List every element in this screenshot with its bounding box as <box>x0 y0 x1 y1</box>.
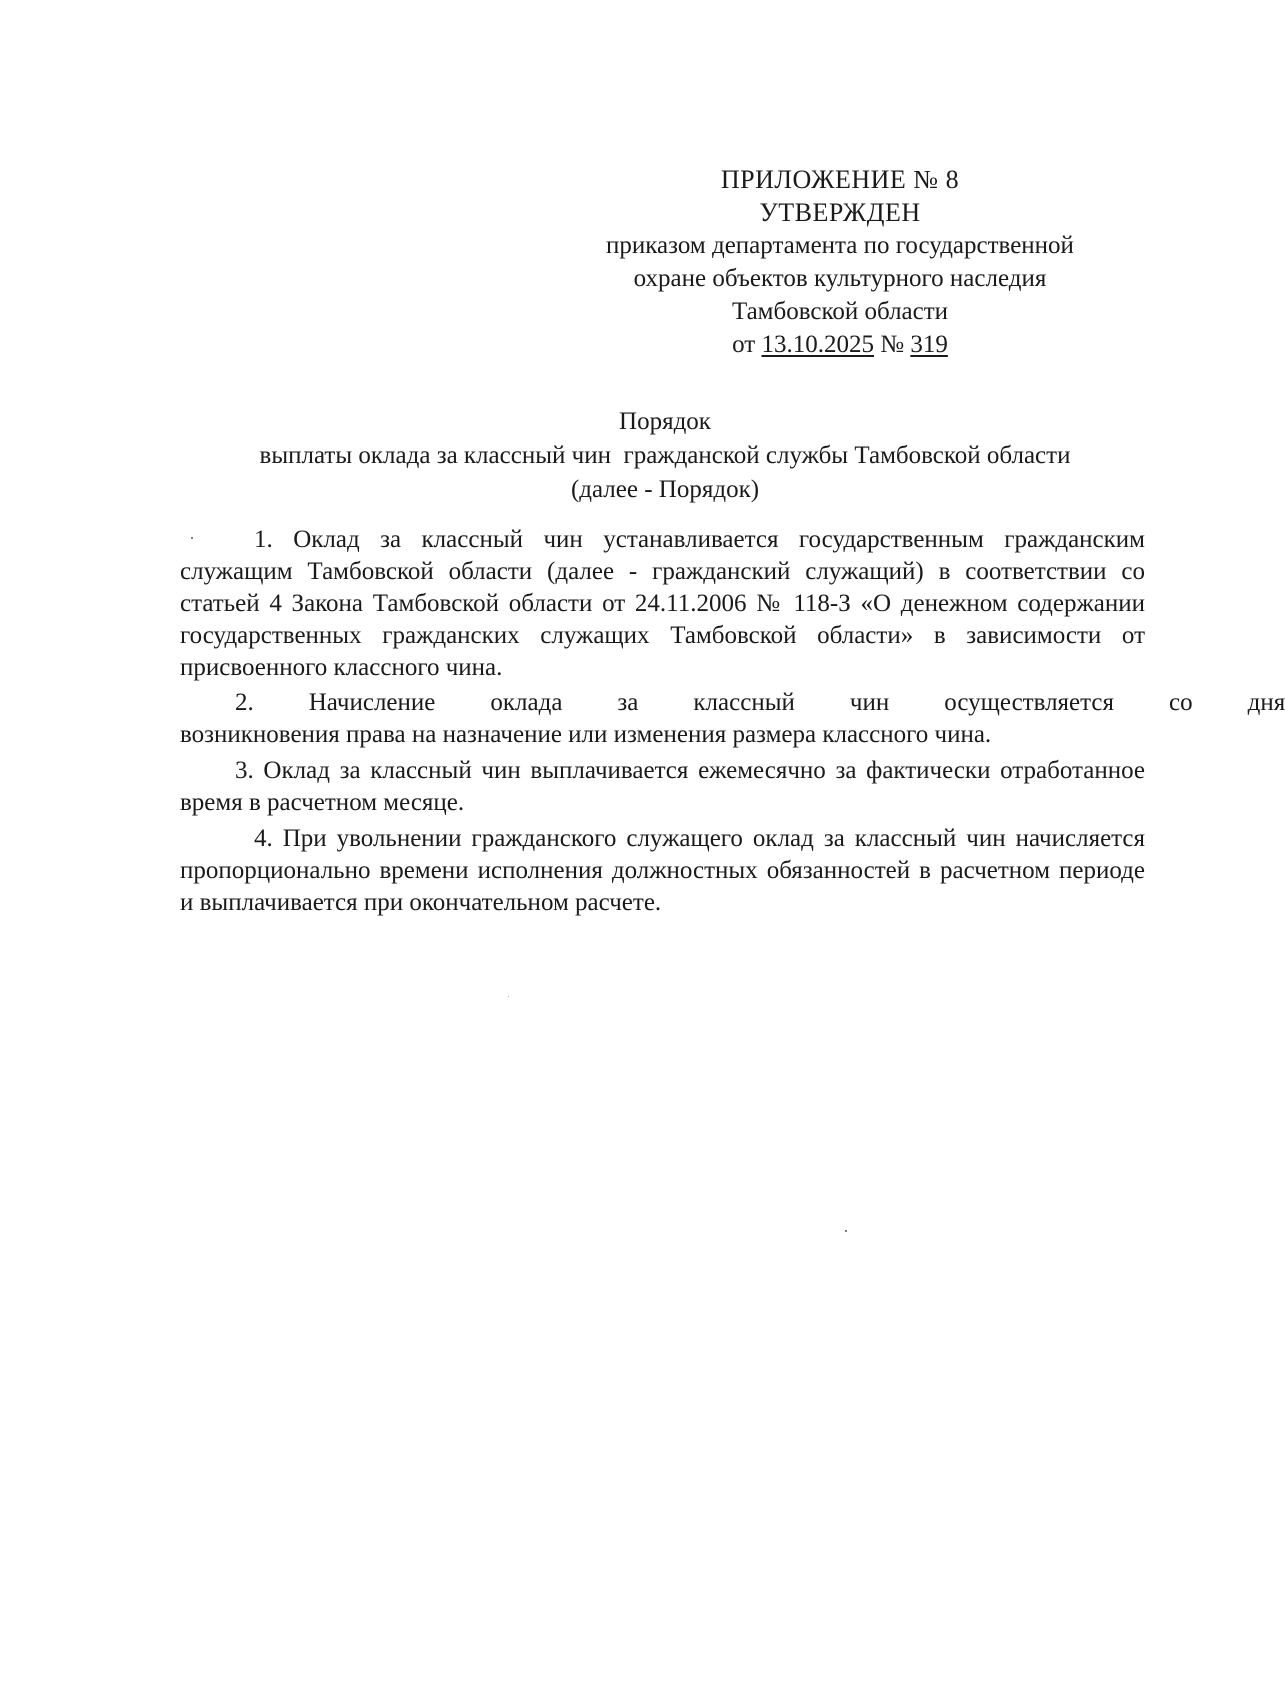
order-date: 13.10.2025 <box>761 331 874 358</box>
p2-word: 2. <box>235 689 254 716</box>
paragraph-2-first-line <box>180 687 1285 719</box>
document-title <box>190 405 1140 507</box>
paragraph-3: 3. Оклад за классный чин выплачивается ежемесячно за фактически отработанное время в расчетном месяце. <box>180 757 1145 816</box>
p2-word: классный <box>693 689 795 716</box>
appendix-heading: ПРИЛОЖЕНИЕ № 8 <box>720 165 960 194</box>
paragraph-4: 4. При увольнении гражданского служащего оклад за классный чин начисляется пропорционально времени исполнения должностных обязанностей в расчетном периоде и выплачивается при окончательном расчете. <box>180 825 1145 916</box>
approval-date-line <box>560 328 1120 361</box>
order-number: 319 <box>910 331 948 358</box>
approval-line-3: Тамбовской области <box>731 298 949 325</box>
title-line-2: выплаты оклада за классный чин гражданской службы Тамбовской области <box>259 442 1071 469</box>
paragraph-2 <box>180 687 1285 751</box>
approved-heading: УТВЕРЖДЕН <box>759 198 921 227</box>
scan-speck <box>508 996 509 997</box>
scan-speck <box>191 537 193 539</box>
p2-word: оклада <box>490 689 563 716</box>
title-line-3: (далее - Порядок) <box>570 476 760 503</box>
title-line-1: Порядок <box>619 408 711 435</box>
date-prefix: от <box>732 331 762 358</box>
paragraph-1: 1. Оклад за классный чин устанавливается государственным гражданским служащим Тамбовской области (далее - гражданский служащий) в соответствии со статьей 4 Закона Тамбовской области от 24.11.2006 № 118-З «О денежном содержании государственных гражданских служащих Тамбовской области» в зависимости от присвоенного классного чина. <box>180 526 1145 681</box>
p2-word: Начисление <box>308 689 436 716</box>
p2-word: со <box>1168 689 1193 716</box>
p2-word: дня <box>1247 689 1285 716</box>
scan-speck <box>845 1230 847 1232</box>
approval-block <box>560 163 1120 361</box>
approval-line-1: приказом департамента по государственной <box>606 232 1074 259</box>
p2-word: чин <box>849 689 890 716</box>
p2-word: за <box>617 689 639 716</box>
paragraph-2-rest: возникновения права на назначение или изменения размера классного чина. <box>180 721 992 748</box>
p2-word: осуществляется <box>944 689 1114 716</box>
document-body <box>180 524 1285 919</box>
number-prefix: № <box>874 331 911 358</box>
approval-line-2: охране объектов культурного наследия <box>633 265 1047 292</box>
